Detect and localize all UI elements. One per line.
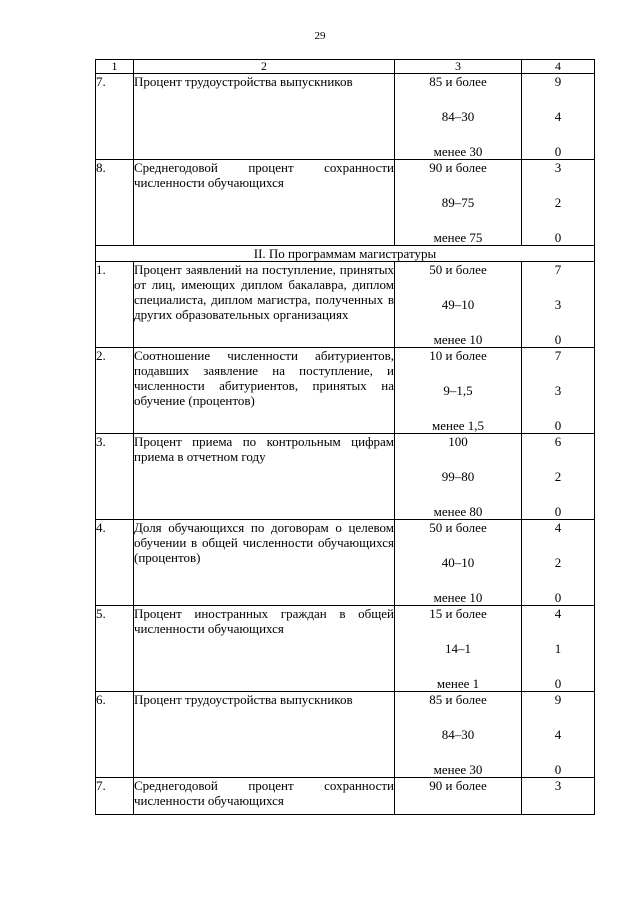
score-cell (522, 348, 595, 434)
table-row (96, 520, 595, 606)
indicators-table (95, 59, 595, 815)
row-number: 7. (96, 778, 134, 815)
score-value: 3 (554, 778, 562, 793)
value-range: 14–1 (445, 641, 471, 656)
table-row (96, 692, 595, 778)
table-row (96, 606, 595, 692)
row-number: 8. (96, 160, 134, 246)
row-number: 6. (96, 692, 134, 778)
table-row (96, 74, 595, 160)
score-cell (522, 692, 595, 778)
score-value: 0 (554, 144, 562, 159)
value-range: 49–10 (441, 297, 475, 312)
value-range: менее 10 (433, 590, 483, 605)
table-row (96, 262, 595, 348)
score-value: 0 (554, 590, 562, 605)
row-number: 4. (96, 520, 134, 606)
value-range: 90 и более (429, 160, 487, 175)
value-range: 100 (448, 434, 468, 449)
score-value: 2 (554, 469, 562, 484)
header-cell: 4 (522, 60, 595, 74)
score-cell (522, 74, 595, 160)
indicator-name: Соотношение численности абитуриентов, подавших заявление на поступление, и численности абитуриентов, принятых на обучение (процентов) (134, 348, 395, 434)
score-value: 0 (554, 332, 562, 347)
row-number: 1. (96, 262, 134, 348)
indicator-name: Процент трудоустройства выпускников (134, 692, 395, 778)
score-value: 9 (554, 74, 562, 89)
indicator-name: Процент трудоустройства выпускников (134, 74, 395, 160)
value-range: 40–10 (441, 555, 475, 570)
value-range: 89–75 (441, 195, 475, 210)
row-number: 7. (96, 74, 134, 160)
score-value: 0 (554, 418, 562, 433)
value-range: 50 и более (429, 520, 487, 535)
header-cell: 1 (96, 60, 134, 74)
score-value: 2 (554, 195, 562, 210)
value-range-cell (395, 778, 522, 815)
score-value: 7 (554, 348, 562, 363)
value-range-cell (395, 692, 522, 778)
indicator-name: Процент заявлений на поступление, принятых от лиц, имеющих диплом бакалавра, диплом специалиста, диплом магистра, полученных в других образовательных организациях (134, 262, 395, 348)
table-row (96, 778, 595, 815)
value-range: менее 80 (433, 504, 483, 519)
value-range: 10 и более (429, 348, 487, 363)
indicator-name: Процент приема по контрольным цифрам приема в отчетном году (134, 434, 395, 520)
value-range-cell (395, 606, 522, 692)
score-cell (522, 520, 595, 606)
value-range: менее 30 (433, 762, 483, 777)
score-value: 0 (554, 762, 562, 777)
score-value: 4 (554, 606, 562, 621)
score-cell (522, 434, 595, 520)
score-cell (522, 778, 595, 815)
score-value: 3 (554, 160, 562, 175)
indicator-name: Среднегодовой процент сохранности численности обучающихся (134, 778, 395, 815)
page-number: 29 (314, 30, 326, 42)
value-range: 9–1,5 (443, 383, 473, 398)
value-range: менее 30 (433, 144, 483, 159)
row-number: 2. (96, 348, 134, 434)
score-value: 9 (554, 692, 562, 707)
score-value: 3 (554, 383, 562, 398)
value-range-cell (395, 160, 522, 246)
row-number: 5. (96, 606, 134, 692)
table-row (96, 160, 595, 246)
value-range: менее 1 (436, 676, 480, 691)
indicator-name: Доля обучающихся по договорам о целевом обучении в общей численности обучающихся (процентов) (134, 520, 395, 606)
score-value: 0 (554, 676, 562, 691)
score-value: 1 (554, 641, 562, 656)
value-range: 85 и более (429, 692, 487, 707)
value-range: 85 и более (429, 74, 487, 89)
score-cell (522, 606, 595, 692)
table-row (96, 348, 595, 434)
score-value: 0 (554, 230, 562, 245)
indicator-name: Среднегодовой процент сохранности численности обучающихся (134, 160, 395, 246)
row-number: 3. (96, 434, 134, 520)
table-header-row (96, 60, 595, 74)
value-range: 99–80 (441, 469, 475, 484)
value-range: менее 10 (433, 332, 483, 347)
value-range-cell (395, 262, 522, 348)
score-value: 3 (554, 297, 562, 312)
score-value: 4 (554, 520, 562, 535)
value-range: 84–30 (441, 109, 475, 124)
value-range: менее 1,5 (432, 418, 484, 433)
header-cell: 2 (134, 60, 395, 74)
value-range-cell (395, 74, 522, 160)
value-range: 90 и более (429, 778, 487, 793)
table-row (96, 434, 595, 520)
score-value: 0 (554, 504, 562, 519)
value-range: менее 75 (433, 230, 483, 245)
score-value: 7 (554, 262, 562, 277)
section-row (96, 246, 595, 262)
section-title: II. По программам магистратуры (96, 246, 595, 262)
value-range: 15 и более (429, 606, 487, 621)
header-cell: 3 (395, 60, 522, 74)
score-cell (522, 262, 595, 348)
score-value: 2 (554, 555, 562, 570)
score-value: 4 (554, 109, 562, 124)
value-range-cell (395, 348, 522, 434)
score-value: 4 (554, 727, 562, 742)
value-range: 84–30 (441, 727, 475, 742)
value-range-cell (395, 520, 522, 606)
score-cell (522, 160, 595, 246)
score-value: 6 (554, 434, 562, 449)
value-range-cell (395, 434, 522, 520)
indicator-name: Процент иностранных граждан в общей численности обучающихся (134, 606, 395, 692)
value-range: 50 и более (429, 262, 487, 277)
